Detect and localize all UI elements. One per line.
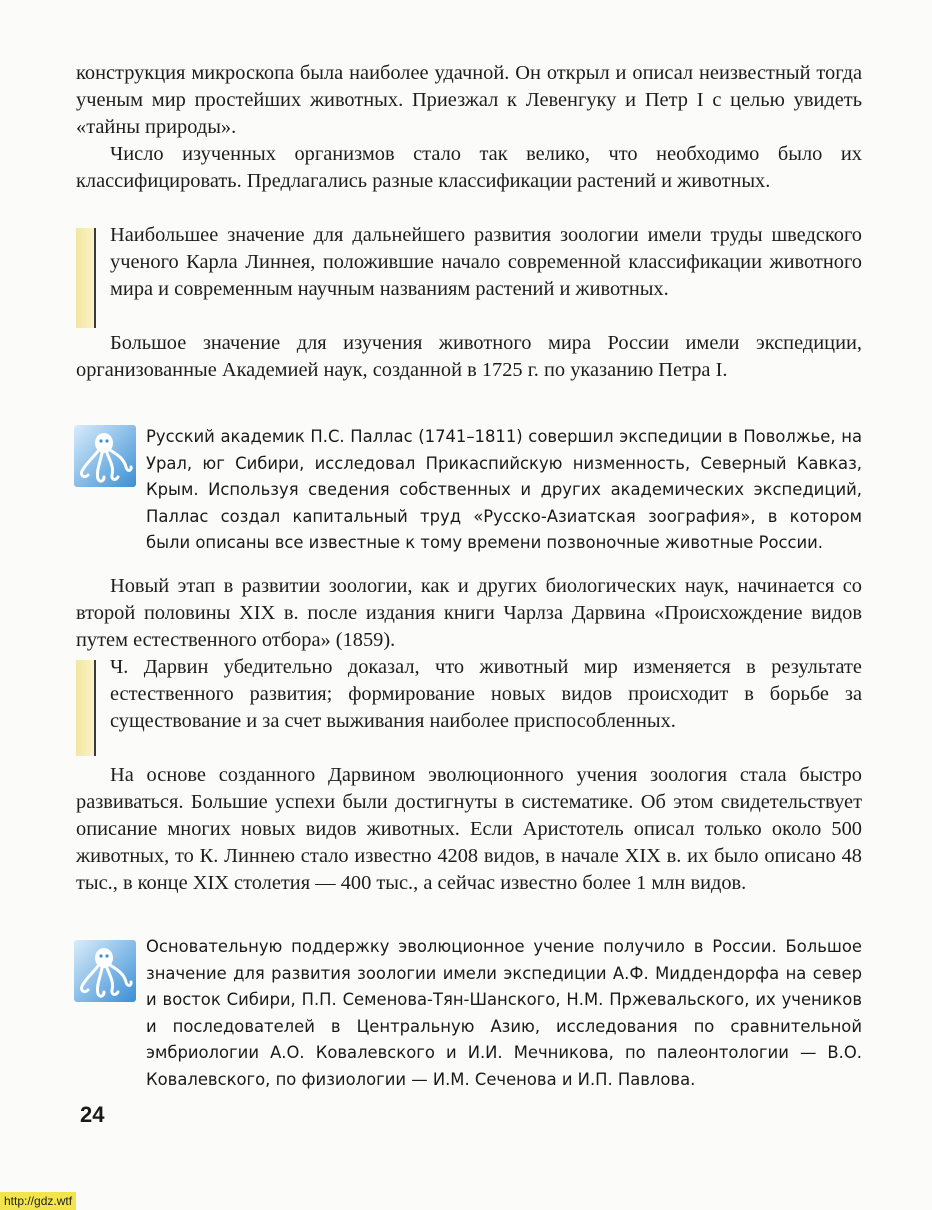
octopus-icon <box>74 425 136 487</box>
paragraph-classification: Число изученных организмов стало так велико, что необходимо было их классифицировать. Предлагались разные классификации растений и животных. <box>76 143 862 192</box>
paragraph-microscope: конструкция микроскопа была наиболее удачной. Он открыл и описал неизвестный тогда ученым мир простейших животных. Приезжал к Левенгуку и Петр I с целью увидеть «тайны природы». <box>76 62 862 138</box>
sidebar-pallas <box>146 424 862 557</box>
highlight-bar-darwin <box>76 660 96 756</box>
watermark-url: http://gdz.wtf <box>0 1192 76 1210</box>
sidebar-russian-zoology <box>146 934 862 1093</box>
octopus-icon <box>74 940 136 1002</box>
page-number: 24 <box>80 1102 105 1127</box>
sidebar-russian-zoology-text: Основательную поддержку эволюционное учение получило в России. Большое значение для развития зоологии имели экспедиции А.Ф. Миддендорфа на север и восток Сибири, П.П. Семенова-Тян-Шанского, Н.М. Пржевальского, их учеников и последователей в Центральную Азию, исследования по сравнительной эмбриологии А.О. Ковалевского и И.И. Мечникова, по палеонтологии — В.О. Ковалевского, по физиологии — И.М. Сеченова и И.П. Павлова. <box>146 937 862 1089</box>
highlight-bar-linnaeus <box>76 228 96 328</box>
paragraph-systematics: На основе созданного Дарвином эволюционного учения зоология стала быстро развиваться. Большие успехи были достигнуты в систематике. Об этом свидетельствует описание многих новых видов животных. Если Аристотель описал только около 500 животных, то К. Линнею стало известно 4208 видов, в начале XIX в. их было описано 48 тыс., в конце XIX столетия — 400 тыс., а сейчас известно более 1 млн видов. <box>76 764 862 894</box>
paragraph-darwin-theory: Ч. Дарвин убедительно доказал, что животный мир изменяется в результате естественного развития; формирование новых видов происходит в борьбе за существование и за счет выживания наиболее приспособленных. <box>110 656 862 732</box>
paragraph-linnaeus: Наибольшее значение для дальнейшего развития зоологии имели труды шведского ученого Карла Линнея, положившие начало современной классификации животного мира и современным научным названиям растений и животных. <box>110 224 862 300</box>
paragraph-darwin-book: Новый этап в развитии зоологии, как и других биологических наук, начинается со второй половины XIX в. после издания книги Чарлза Дарвина «Происхождение видов путем естественного отбора» (1859). <box>76 575 862 651</box>
paragraph-expeditions: Большое значение для изучения животного мира России имели экспедиции, организованные Академией наук, созданной в 1725 г. по указанию Петра I. <box>76 332 862 381</box>
sidebar-pallas-text: Русский академик П.С. Паллас (1741–1811) совершил экспедиции в Поволжье, на Урал, юг Сибири, исследовал Прикаспийскую низменность, Северный Кавказ, Крым. Используя сведения собственных и других академических экспедиций, Паллас создал капитальный труд «Русско-Азиатская зоография», в котором были описаны все известные к тому времени позвоночные животные России. <box>146 427 862 552</box>
